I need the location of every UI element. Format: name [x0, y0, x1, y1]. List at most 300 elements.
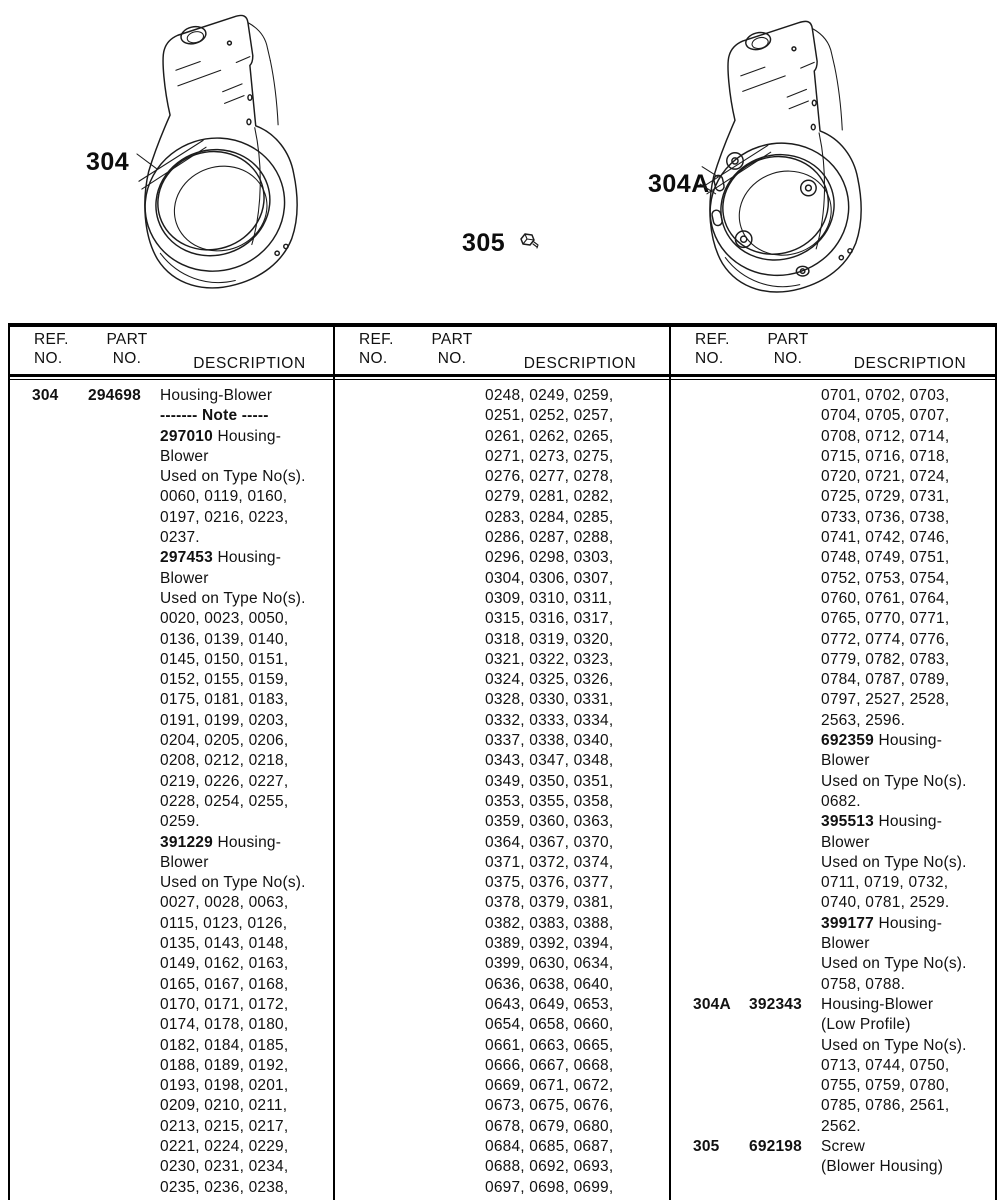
- description-cell: Blower: [821, 935, 870, 953]
- description-cell: Used on Type No(s).: [821, 1036, 967, 1054]
- ref-no-cell: [10, 690, 88, 710]
- description-cell: 0797, 2527, 2528,: [821, 691, 950, 709]
- part-no-cell: [413, 792, 485, 812]
- part-no-cell: [413, 487, 485, 507]
- ref-no-cell: [671, 812, 749, 832]
- part-no-cell: [88, 1036, 160, 1056]
- part-no-cell: [413, 893, 485, 913]
- part-no-cell: [413, 528, 485, 548]
- table-row: [671, 548, 995, 568]
- ref-no-cell: [335, 975, 413, 995]
- table-row: [335, 447, 671, 467]
- description-cell: 0188, 0189, 0192,: [160, 1056, 289, 1074]
- description-cell: 0669, 0671, 0672,: [485, 1077, 614, 1095]
- ref-no-cell: [10, 954, 88, 974]
- description-cell: 0197, 0216, 0223,: [160, 508, 289, 526]
- part-no-cell: [88, 1076, 160, 1096]
- description-cell: Blower: [160, 447, 209, 465]
- table-row: [10, 467, 335, 487]
- ref-no-cell: [335, 1157, 413, 1177]
- description-cell: 0235, 0236, 0238,: [160, 1178, 289, 1196]
- table-row: [335, 467, 671, 487]
- table-row: [335, 427, 671, 447]
- parts-table-column-2: [335, 386, 671, 1198]
- part-no-cell: [749, 934, 821, 954]
- table-row: [335, 873, 671, 893]
- table-row: [335, 589, 671, 609]
- description-cell: 0353, 0355, 0358,: [485, 792, 614, 810]
- part-no-cell: [413, 975, 485, 995]
- part-no-cell: [749, 1015, 821, 1035]
- table-row: [10, 954, 335, 974]
- ref-no-cell: [335, 954, 413, 974]
- ref-no-cell: [671, 1076, 749, 1096]
- table-row: [335, 792, 671, 812]
- ref-no-cell: [10, 873, 88, 893]
- description-cell: 0688, 0692, 0693,: [485, 1158, 614, 1176]
- screw-icon: [518, 232, 544, 252]
- ref-no-cell: [335, 630, 413, 650]
- table-row: [10, 690, 335, 710]
- table-row: [671, 772, 995, 792]
- description-cell: 0741, 0742, 0746,: [821, 529, 950, 547]
- part-no-cell: [749, 853, 821, 873]
- table-row: [10, 406, 335, 426]
- part-no-cell: [88, 731, 160, 751]
- ref-no-cell: [671, 1036, 749, 1056]
- part-no-cell: [749, 1036, 821, 1056]
- table-row: [10, 792, 335, 812]
- table-row: [671, 427, 995, 447]
- ref-no-cell: [335, 690, 413, 710]
- description-cell: 0740, 0781, 2529.: [821, 894, 950, 912]
- figure-label-304a: 304A: [648, 170, 710, 198]
- part-no-cell: [749, 1076, 821, 1096]
- ref-no-cell: [335, 731, 413, 751]
- part-no-cell: [749, 670, 821, 690]
- part-no-cell: [749, 751, 821, 771]
- ref-no-cell: [335, 569, 413, 589]
- ref-no-cell: [671, 508, 749, 528]
- description-cell: 0182, 0184, 0185,: [160, 1036, 289, 1054]
- table-row: [10, 893, 335, 913]
- description-cell: Used on Type No(s).: [821, 853, 967, 871]
- ref-no-cell: [10, 792, 88, 812]
- table-row: [671, 751, 995, 771]
- ref-no-cell: [10, 711, 88, 731]
- part-no-cell: [88, 467, 160, 487]
- part-no-cell: [413, 751, 485, 771]
- description-cell: 0378, 0379, 0381,: [485, 894, 614, 912]
- table-row: [335, 1117, 671, 1137]
- description-cell: 0364, 0367, 0370,: [485, 833, 614, 851]
- description-cell: 0208, 0212, 0218,: [160, 752, 289, 770]
- part-no-cell: [88, 690, 160, 710]
- description-cell: 0170, 0171, 0172,: [160, 995, 289, 1013]
- description-cell: 391229 Housing-: [160, 833, 282, 851]
- table-row: [671, 954, 995, 974]
- part-no-cell: [413, 650, 485, 670]
- table-row: [335, 995, 671, 1015]
- ref-no-cell: [10, 934, 88, 954]
- ref-no-cell: [671, 650, 749, 670]
- description-cell: 0755, 0759, 0780,: [821, 1077, 950, 1095]
- description-cell: 0209, 0210, 0211,: [160, 1097, 288, 1115]
- description-cell: 0259.: [160, 813, 200, 831]
- part-no-cell: [749, 833, 821, 853]
- table-row: [335, 690, 671, 710]
- ref-no-cell: [335, 893, 413, 913]
- part-no-cell: 392343: [749, 995, 802, 1013]
- ref-no-cell: [671, 873, 749, 893]
- part-no-cell: [413, 406, 485, 426]
- part-no-cell: [749, 954, 821, 974]
- part-no-cell: [88, 406, 160, 426]
- description-cell: 0020, 0023, 0050,: [160, 610, 289, 628]
- description-cell: 0715, 0716, 0718,: [821, 447, 950, 465]
- table-row: [671, 833, 995, 853]
- description-cell: 0328, 0330, 0331,: [485, 691, 614, 709]
- ref-no-cell: [335, 751, 413, 771]
- part-no-cell: [88, 427, 160, 447]
- description-cell: 0175, 0181, 0183,: [160, 691, 289, 709]
- description-cell: 0636, 0638, 0640,: [485, 975, 614, 993]
- part-no-cell: [749, 630, 821, 650]
- table-row: [335, 853, 671, 873]
- ref-no-cell: [335, 934, 413, 954]
- description-cell: 0752, 0753, 0754,: [821, 569, 950, 587]
- description-cell: 0315, 0316, 0317,: [485, 610, 614, 628]
- part-no-cell: [749, 1096, 821, 1116]
- table-row: [10, 873, 335, 893]
- part-no-cell: [749, 914, 821, 934]
- table-row: [671, 528, 995, 548]
- table-row: [671, 1076, 995, 1096]
- table-row: [10, 1076, 335, 1096]
- table-row: [10, 711, 335, 731]
- part-no-cell: [413, 1056, 485, 1076]
- part-no-cell: [413, 995, 485, 1015]
- description-cell: 0230, 0231, 0234,: [160, 1158, 289, 1176]
- description-cell: 0261, 0262, 0265,: [485, 427, 614, 445]
- part-no-cell: [88, 751, 160, 771]
- ref-no-cell: 304A: [693, 995, 731, 1013]
- part-no-cell: [413, 569, 485, 589]
- part-no-cell: [413, 609, 485, 629]
- description-cell: 0286, 0287, 0288,: [485, 529, 614, 547]
- table-row: [10, 995, 335, 1015]
- description-cell: Used on Type No(s).: [160, 468, 306, 486]
- part-no-cell: [88, 833, 160, 853]
- ref-no-cell: [671, 914, 749, 934]
- table-row: [10, 751, 335, 771]
- table-row: [10, 386, 335, 406]
- ref-no-cell: [671, 670, 749, 690]
- description-cell: 0296, 0298, 0303,: [485, 549, 614, 567]
- ref-no-header: REF. NO.: [34, 331, 69, 367]
- part-no-cell: [88, 609, 160, 629]
- part-no-cell: [749, 406, 821, 426]
- part-no-cell: [413, 833, 485, 853]
- table-row: [10, 1056, 335, 1076]
- description-cell: 0165, 0167, 0168,: [160, 975, 289, 993]
- table-row: [335, 406, 671, 426]
- description-cell: 0276, 0277, 0278,: [485, 468, 614, 486]
- ref-no-cell: [335, 1015, 413, 1035]
- table-row: [335, 528, 671, 548]
- ref-no-cell: [335, 386, 413, 406]
- table-row: [335, 386, 671, 406]
- table-row: [335, 670, 671, 690]
- ref-no-cell: [335, 1117, 413, 1137]
- description-cell: 0661, 0663, 0665,: [485, 1036, 614, 1054]
- description-cell: 0371, 0372, 0374,: [485, 853, 614, 871]
- part-no-cell: [413, 1137, 485, 1157]
- ref-no-cell: [671, 447, 749, 467]
- table-row: [10, 1096, 335, 1116]
- description-cell: (Blower Housing): [821, 1158, 944, 1176]
- table-row: [671, 711, 995, 731]
- part-no-cell: [88, 914, 160, 934]
- description-cell: 692359 Housing-: [821, 732, 943, 750]
- ref-no-cell: [671, 975, 749, 995]
- ref-no-cell: [335, 427, 413, 447]
- ref-no-cell: [335, 467, 413, 487]
- part-no-cell: [413, 589, 485, 609]
- ref-no-cell: [671, 833, 749, 853]
- description-cell: 399177 Housing-: [821, 914, 943, 932]
- description-cell: 0191, 0199, 0203,: [160, 711, 289, 729]
- part-no-cell: [88, 1015, 160, 1035]
- description-cell: 0733, 0736, 0738,: [821, 508, 950, 526]
- ref-no-cell: [10, 528, 88, 548]
- description-cell: Screw: [821, 1137, 866, 1155]
- ref-no-cell: [671, 751, 749, 771]
- table-row: [10, 670, 335, 690]
- table-row: [10, 812, 335, 832]
- description-cell: Housing-Blower: [160, 387, 273, 404]
- part-no-cell: [749, 447, 821, 467]
- ref-no-cell: [335, 772, 413, 792]
- ref-no-cell: [10, 650, 88, 670]
- ref-no-cell: [671, 386, 749, 406]
- ref-no-cell: [10, 833, 88, 853]
- table-row: [671, 487, 995, 507]
- ref-no-cell: [671, 792, 749, 812]
- description-cell: 0772, 0774, 0776,: [821, 630, 950, 648]
- header-group-3: [671, 330, 995, 374]
- part-no-cell: [88, 934, 160, 954]
- description-cell: 0136, 0139, 0140,: [160, 630, 289, 648]
- table-row: [10, 914, 335, 934]
- ref-no-cell: [335, 853, 413, 873]
- part-no-cell: [88, 548, 160, 568]
- description-cell: 297453 Housing-: [160, 549, 282, 567]
- ref-no-cell: [335, 1056, 413, 1076]
- description-cell: 0720, 0721, 0724,: [821, 468, 950, 486]
- description-cell: 0711, 0719, 0732,: [821, 874, 949, 892]
- table-row: [671, 731, 995, 751]
- ref-no-cell: [335, 833, 413, 853]
- description-cell: 0666, 0667, 0668,: [485, 1056, 614, 1074]
- table-row: [10, 548, 335, 568]
- table-row: [10, 609, 335, 629]
- table-row: [335, 650, 671, 670]
- table-row: [335, 954, 671, 974]
- description-cell: 0060, 0119, 0160,: [160, 488, 288, 506]
- table-row: [671, 812, 995, 832]
- ref-no-cell: [335, 487, 413, 507]
- description-cell: 0678, 0679, 0680,: [485, 1117, 614, 1135]
- table-row: [335, 975, 671, 995]
- description-cell: 0304, 0306, 0307,: [485, 569, 614, 587]
- table-row: [671, 1137, 995, 1157]
- description-cell: 0149, 0162, 0163,: [160, 955, 289, 973]
- table-row: [335, 1157, 671, 1177]
- table-row: [10, 508, 335, 528]
- table-row: [10, 1015, 335, 1035]
- part-no-cell: [88, 772, 160, 792]
- table-row: [671, 1056, 995, 1076]
- table-row: [671, 1117, 995, 1137]
- table-row: [10, 528, 335, 548]
- table-row: [335, 1056, 671, 1076]
- description-cell: 0654, 0658, 0660,: [485, 1016, 614, 1034]
- description-cell: Blower: [821, 752, 870, 770]
- table-row: [335, 1015, 671, 1035]
- description-cell: 0349, 0350, 0351,: [485, 772, 614, 790]
- part-no-cell: [88, 995, 160, 1015]
- table-row: [10, 853, 335, 873]
- ref-no-cell: [671, 427, 749, 447]
- ref-no-cell: [335, 589, 413, 609]
- ref-no-cell: [671, 690, 749, 710]
- table-row: [10, 772, 335, 792]
- ref-no-cell: [335, 914, 413, 934]
- table-row: [335, 1096, 671, 1116]
- description-cell: 0145, 0150, 0151,: [160, 650, 289, 668]
- ref-no-cell: [671, 893, 749, 913]
- ref-no-cell: [10, 914, 88, 934]
- description-cell: 0643, 0649, 0653,: [485, 995, 614, 1013]
- part-no-cell: [88, 954, 160, 974]
- ref-no-cell: [10, 1178, 88, 1198]
- table-row: [10, 975, 335, 995]
- description-cell: 0279, 0281, 0282,: [485, 488, 614, 506]
- figure-label-304: 304: [86, 148, 130, 176]
- part-no-header: PART NO.: [767, 331, 809, 367]
- part-no-cell: [749, 690, 821, 710]
- ref-no-header: REF. NO.: [695, 331, 730, 367]
- description-cell: 0337, 0338, 0340,: [485, 732, 614, 750]
- table-row: [10, 1137, 335, 1157]
- column-divider: [333, 327, 335, 1200]
- description-cell: Used on Type No(s).: [821, 772, 967, 790]
- part-no-cell: [413, 954, 485, 974]
- description-cell: 0713, 0744, 0750,: [821, 1056, 950, 1074]
- parts-table: [8, 323, 997, 1200]
- table-row: [335, 751, 671, 771]
- ref-no-cell: [10, 731, 88, 751]
- part-no-cell: [88, 487, 160, 507]
- description-header: DESCRIPTION: [853, 355, 967, 372]
- ref-no-cell: [10, 772, 88, 792]
- part-no-cell: [749, 792, 821, 812]
- table-row: [335, 548, 671, 568]
- ref-no-cell: [10, 1056, 88, 1076]
- table-row: [335, 508, 671, 528]
- ref-no-cell: [335, 650, 413, 670]
- ref-no-cell: 305: [693, 1137, 720, 1155]
- part-no-cell: [413, 1178, 485, 1198]
- table-row: [671, 630, 995, 650]
- part-no-cell: [413, 548, 485, 568]
- part-no-cell: [88, 792, 160, 812]
- ref-no-cell: [10, 751, 88, 771]
- ref-no-cell: [10, 406, 88, 426]
- table-row: [671, 873, 995, 893]
- ref-no-cell: [335, 447, 413, 467]
- table-row: [335, 711, 671, 731]
- table-row: [671, 934, 995, 954]
- part-no-cell: [749, 548, 821, 568]
- description-cell: 0389, 0392, 0394,: [485, 935, 614, 953]
- table-row: [335, 934, 671, 954]
- part-no-cell: [88, 893, 160, 913]
- part-no-cell: [88, 630, 160, 650]
- ref-no-header: REF. NO.: [359, 331, 394, 367]
- ref-no-cell: [671, 630, 749, 650]
- part-no-cell: [749, 731, 821, 751]
- ref-no-cell: [671, 1056, 749, 1076]
- ref-no-cell: [335, 995, 413, 1015]
- diagram-area: [0, 0, 1000, 320]
- part-no-cell: [749, 650, 821, 670]
- part-no-cell: [413, 630, 485, 650]
- part-no-cell: [413, 1036, 485, 1056]
- ref-no-cell: [671, 569, 749, 589]
- part-no-cell: [749, 609, 821, 629]
- ref-no-cell: [335, 1137, 413, 1157]
- ref-no-cell: [10, 1036, 88, 1056]
- ref-no-cell: [10, 630, 88, 650]
- column-divider: [669, 327, 671, 1200]
- ref-no-cell: [335, 812, 413, 832]
- ref-no-cell: [671, 528, 749, 548]
- ref-no-cell: [671, 406, 749, 426]
- ref-no-cell: [10, 1157, 88, 1177]
- ref-no-cell: [335, 528, 413, 548]
- description-cell: 0309, 0310, 0311,: [485, 589, 613, 607]
- table-row: [671, 1015, 995, 1035]
- part-no-cell: [413, 914, 485, 934]
- description-cell: 0359, 0360, 0363,: [485, 813, 614, 831]
- description-cell: Used on Type No(s).: [160, 874, 306, 892]
- ref-no-cell: [10, 975, 88, 995]
- part-no-cell: [88, 589, 160, 609]
- part-no-cell: [749, 873, 821, 893]
- ref-no-cell: [10, 548, 88, 568]
- ref-no-cell: [671, 487, 749, 507]
- table-row: [335, 1076, 671, 1096]
- description-cell: 0221, 0224, 0229,: [160, 1137, 289, 1155]
- part-no-cell: [749, 528, 821, 548]
- description-cell: 0135, 0143, 0148,: [160, 935, 289, 953]
- part-no-cell: [749, 427, 821, 447]
- part-no-cell: [88, 1178, 160, 1198]
- ref-no-cell: [671, 1157, 749, 1177]
- table-row: [671, 1157, 995, 1177]
